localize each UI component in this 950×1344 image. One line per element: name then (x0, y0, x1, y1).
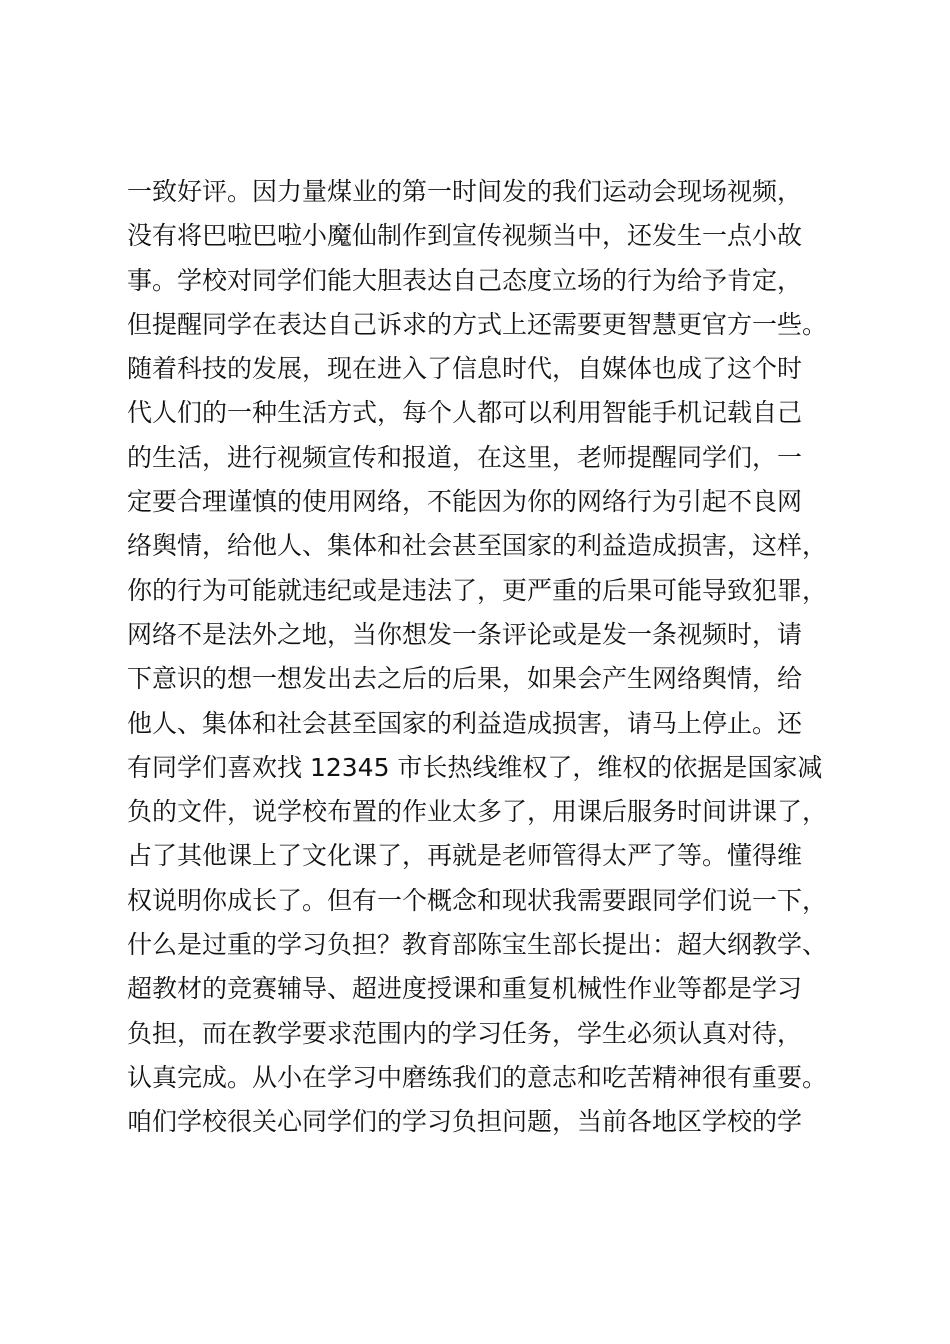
text-line: 权说明你成长了。但有一个概念和现状我需要跟同学们说一下， (127, 885, 828, 915)
text-line: 咱们学校很关心同学们的学习负担问题，当前各地区学校的学 (127, 1107, 803, 1137)
text-line: 负的文件，说学校布置的作业太多了，用课后服务时间讲课了， (127, 797, 828, 827)
text-line: 代人们的一种生活方式，每个人都可以利用智能手机记载自己 (127, 398, 803, 428)
text-line: 一致好评。因力量煤业的第一时间发的我们运动会现场视频， (127, 177, 803, 206)
text-line: 事。学校对同学们能大胆表达自己态度立场的行为给予肯定， (127, 265, 803, 295)
text-line: 占了其他课上了文化课了，再就是老师管得太严了等。懂得维 (127, 841, 803, 871)
text-line: 超教材的竞赛辅导、超进度授课和重复机械性作业等都是学习 (127, 974, 803, 1004)
text-line: 网络不是法外之地，当你想发一条评论或是发一条视频时，请 (127, 619, 803, 649)
text-line: 负担，而在教学要求范围内的学习任务，学生必须认真对待， (127, 1018, 803, 1048)
text-line: 但提醒同学在表达自己诉求的方式上还需要更智慧更官方一些。 (127, 309, 828, 339)
text-line: 他人、集体和社会甚至国家的利益造成损害，请马上停止。还 (127, 708, 803, 738)
text-line: 络舆情，给他人、集体和社会甚至国家的利益造成损害，这样， (127, 531, 828, 561)
text-line: 认真完成。从小在学习中磨练我们的意志和吃苦精神很有重要。 (127, 1062, 828, 1092)
body-paragraph (127, 170, 857, 1145)
text-line: 有同学们喜欢找 12345 市长热线维权了，维权的依据是国家减 (127, 752, 823, 782)
text-line: 没有将巴啦巴啦小魔仙制作到宣传视频当中，还发生一点小故 (127, 221, 803, 251)
text-line: 定要合理谨慎的使用网络，不能因为你的网络行为引起不良网 (127, 487, 803, 517)
text-line: 什么是过重的学习负担？教育部陈宝生部长提出：超大纲教学、 (127, 930, 828, 960)
text-line: 下意识的想一想发出去之后的后果，如果会产生网络舆情，给 (127, 664, 803, 694)
text-line: 随着科技的发展，现在进入了信息时代，自媒体也成了这个时 (127, 354, 803, 384)
text-line: 你的行为可能就违纪或是违法了，更严重的后果可能导致犯罪， (127, 575, 828, 605)
text-line: 的生活，进行视频宣传和报道，在这里，老师提醒同学们，一 (127, 442, 803, 472)
